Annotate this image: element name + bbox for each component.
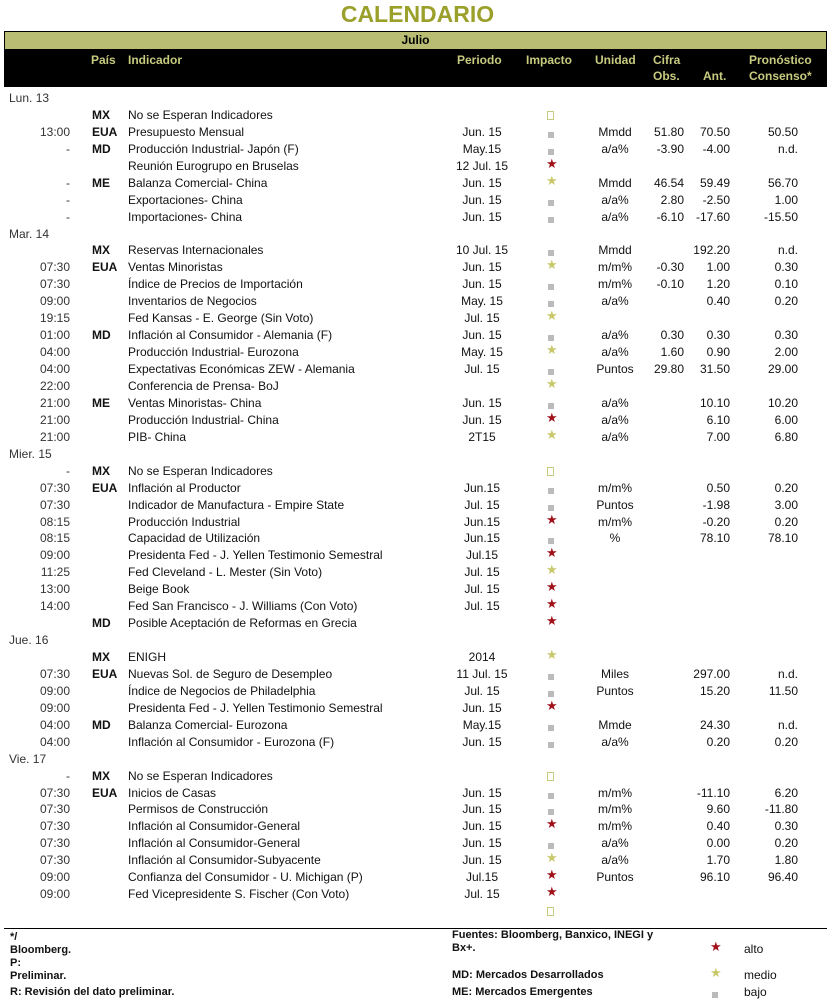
time-cell: 08:15 xyxy=(39,531,70,545)
indicator-cell: Producción Industrial- Eurozona xyxy=(128,345,299,359)
unit-cell: a/a% xyxy=(601,345,629,359)
indicator-cell: Presidenta Fed - J. Yellen Testimonio Semestral xyxy=(128,548,383,562)
previous-cell: -11.10 xyxy=(696,786,730,800)
indicator-cell: Reunión Eurogrupo en Bruselas xyxy=(128,159,299,173)
previous-cell: 192.20 xyxy=(693,243,730,257)
period-cell: Jun. 15 xyxy=(462,853,502,867)
observed-cell: 1.60 xyxy=(660,345,684,359)
previous-cell: 1.70 xyxy=(706,853,730,867)
period-cell: Jul.15 xyxy=(465,548,499,562)
previous-cell: -0.20 xyxy=(702,515,730,529)
country-cell: MX xyxy=(92,108,110,122)
previous-cell: 0.50 xyxy=(706,481,730,495)
period-cell: Jul. 15 xyxy=(464,599,500,613)
indicator-cell: Nuevas Sol. de Seguro de Desempleo xyxy=(128,667,333,681)
forecast-cell: 6.80 xyxy=(774,430,798,444)
indicator-cell: Presupuesto Mensual xyxy=(128,125,245,139)
indicator-cell: Producción Industrial- Japón (F) xyxy=(128,142,299,156)
unit-cell: m/m% xyxy=(598,802,632,816)
header-unidad: Unidad xyxy=(595,53,636,67)
period-cell: Jul. 15 xyxy=(464,565,500,579)
period-cell: Jun. 15 xyxy=(462,277,502,291)
country-cell: ME xyxy=(92,176,110,190)
unit-cell: Mmdd xyxy=(598,176,632,190)
unit-cell: a/a% xyxy=(601,735,629,749)
period-cell: Jun. 15 xyxy=(462,176,502,190)
previous-cell: -17.60 xyxy=(695,210,730,224)
impact-empty-box-icon xyxy=(547,770,554,784)
forecast-cell: n.d. xyxy=(777,718,798,732)
impact-bajo-square-icon xyxy=(548,720,554,734)
indicator-cell: Producción Industrial- China xyxy=(128,413,279,427)
time-cell: 21:00 xyxy=(39,430,70,444)
unit-cell: Miles xyxy=(600,667,629,681)
observed-cell: 29.80 xyxy=(653,362,684,376)
footer-divider xyxy=(4,928,827,929)
header-periodo: Periodo xyxy=(457,53,502,67)
impact-bajo-square-icon xyxy=(548,212,554,226)
forecast-cell: 0.20 xyxy=(774,836,798,850)
impact-bajo-square-icon xyxy=(548,788,554,802)
legend-bajo-label: bajo xyxy=(744,985,767,999)
day-label: Jue. 16 xyxy=(9,633,49,647)
period-cell: 12 Jul. 15 xyxy=(455,159,509,173)
previous-cell: 31.50 xyxy=(699,362,730,376)
period-cell: Jun. 15 xyxy=(462,701,502,715)
indicator-cell: Balanza Comercial- China xyxy=(128,176,268,190)
unit-cell: m/m% xyxy=(598,277,632,291)
forecast-cell: 6.00 xyxy=(774,413,798,427)
forecast-cell: -15.50 xyxy=(763,210,798,224)
page-title: CALENDARIO xyxy=(340,1,495,27)
period-cell: 2014 xyxy=(468,650,496,664)
previous-cell: -1.98 xyxy=(702,498,730,512)
impact-alto-star-icon: ★ xyxy=(546,156,558,171)
time-cell: 01:00 xyxy=(39,328,70,342)
time-cell: 04:00 xyxy=(39,345,70,359)
forecast-cell: 0.20 xyxy=(774,481,798,495)
indicator-cell: Presidenta Fed - J. Yellen Testimonio Semestral xyxy=(128,701,383,715)
time-cell: 22:00 xyxy=(39,379,70,393)
indicator-cell: Ventas Minoristas- China xyxy=(128,396,262,410)
indicator-cell: No se Esperan Indicadores xyxy=(128,108,273,122)
unit-cell: Puntos xyxy=(596,870,634,884)
country-cell: MX xyxy=(92,243,110,257)
impact-medio-star-icon: ★ xyxy=(546,376,558,391)
period-cell: 2T15 xyxy=(468,430,496,444)
period-cell: Jul. 15 xyxy=(464,684,500,698)
indicator-cell: ENIGH xyxy=(128,650,167,664)
time-cell: 08:15 xyxy=(39,515,70,529)
forecast-cell: 56.70 xyxy=(767,176,798,190)
unit-cell: a/a% xyxy=(601,294,629,308)
forecast-cell: 0.30 xyxy=(774,819,798,833)
forecast-cell: 1.00 xyxy=(774,193,798,207)
unit-cell: a/a% xyxy=(601,413,629,427)
period-cell: May. 15 xyxy=(461,294,503,308)
indicator-cell: Conferencia de Prensa- BoJ xyxy=(128,379,279,393)
time-cell: - xyxy=(66,210,70,224)
unit-cell: Puntos xyxy=(596,498,634,512)
impact-bajo-square-icon xyxy=(548,483,554,497)
time-cell: 09:00 xyxy=(39,548,70,562)
period-cell: May.15 xyxy=(462,718,502,732)
forecast-cell: 0.20 xyxy=(774,294,798,308)
previous-cell: 9.60 xyxy=(706,802,730,816)
period-cell: Jun. 15 xyxy=(462,210,502,224)
country-cell: MX xyxy=(92,769,110,783)
indicator-cell: Índice de Precios de Importación xyxy=(128,277,303,291)
previous-cell: 0.90 xyxy=(706,345,730,359)
previous-cell: 15.20 xyxy=(699,684,730,698)
forecast-cell: 11.50 xyxy=(768,684,798,698)
previous-cell: 1.00 xyxy=(706,260,730,274)
header-pronostico: Pronóstico xyxy=(749,53,812,67)
unit-cell: a/a% xyxy=(601,193,629,207)
country-cell: MD xyxy=(92,328,111,342)
country-cell: EUA xyxy=(92,786,118,800)
previous-cell: 59.49 xyxy=(699,176,730,190)
time-cell: 07:30 xyxy=(39,481,70,495)
time-cell: 07:30 xyxy=(39,802,70,816)
indicator-cell: Inventarios de Negocios xyxy=(128,294,257,308)
indicator-cell: Balanza Comercial- Eurozona xyxy=(128,718,288,732)
previous-cell: 6.10 xyxy=(706,413,730,427)
day-label: Mier. 15 xyxy=(9,447,52,461)
unit-cell: a/a% xyxy=(601,328,629,342)
unit-cell: a/a% xyxy=(601,836,629,850)
forecast-cell: 29.00 xyxy=(767,362,798,376)
legend-medio-star-icon: ★ xyxy=(710,965,722,980)
indicator-cell: Importaciones- China xyxy=(128,210,243,224)
period-cell: Jun. 15 xyxy=(462,786,502,800)
header-ant: Ant. xyxy=(703,69,727,83)
legend-medio-label: medio xyxy=(744,968,777,982)
period-cell: May. 15 xyxy=(461,345,503,359)
indicator-cell: Fed San Francisco - J. Williams (Con Voto) xyxy=(128,599,358,613)
previous-cell: 7.00 xyxy=(706,430,730,444)
country-cell: EUA xyxy=(92,481,118,495)
time-cell: 07:30 xyxy=(39,667,70,681)
impact-alto-star-icon: ★ xyxy=(546,596,558,611)
header-obs: Obs. xyxy=(653,69,680,83)
indicator-cell: Inflación al Consumidor-General xyxy=(128,836,301,850)
indicator-cell: Fed Vicepresidente S. Fischer (Con Voto) xyxy=(128,887,350,901)
period-cell: Jun. 15 xyxy=(462,193,502,207)
footnote-revision: R: Revisión del dato preliminar. xyxy=(10,986,175,998)
country-cell: MD xyxy=(92,142,111,156)
forecast-cell: n.d. xyxy=(777,243,798,257)
indicator-cell: Inflación al Consumidor - Eurozona (F) xyxy=(128,735,335,749)
day-label: Vie. 17 xyxy=(9,752,47,766)
period-cell: Jul. 15 xyxy=(464,311,500,325)
previous-cell: 0.40 xyxy=(706,819,730,833)
indicator-cell: Inicios de Casas xyxy=(128,786,217,800)
forecast-cell: 2.00 xyxy=(774,345,798,359)
forecast-cell: 78.10 xyxy=(767,531,798,545)
impact-alto-star-icon: ★ xyxy=(546,816,558,831)
period-cell: Jun. 15 xyxy=(462,802,502,816)
forecast-cell: 50.50 xyxy=(767,125,798,139)
unit-cell: Puntos xyxy=(596,684,634,698)
forecast-cell: 1.80 xyxy=(774,853,798,867)
forecast-cell: 0.30 xyxy=(774,260,798,274)
time-cell: 19:15 xyxy=(39,311,70,325)
period-cell: Jun. 15 xyxy=(462,125,502,139)
impact-bajo-square-icon xyxy=(548,279,554,293)
forecast-cell: -11.80 xyxy=(764,802,798,816)
impact-alto-star-icon: ★ xyxy=(546,698,558,713)
forecast-cell: 0.30 xyxy=(774,328,798,342)
indicator-cell: Beige Book xyxy=(128,582,190,596)
time-cell: 07:30 xyxy=(39,853,70,867)
time-cell: - xyxy=(66,193,70,207)
unit-cell: a/a% xyxy=(601,396,629,410)
unit-cell: Mmdd xyxy=(598,125,632,139)
country-cell: MD xyxy=(92,616,111,630)
previous-cell: 297.00 xyxy=(693,667,730,681)
observed-cell: -0.30 xyxy=(656,260,684,274)
observed-cell: -6.10 xyxy=(656,210,684,224)
time-cell: - xyxy=(66,142,70,156)
previous-cell: 0.30 xyxy=(706,328,730,342)
indicator-cell: Fed Cleveland - L. Mester (Sin Voto) xyxy=(128,565,323,579)
impact-medio-star-icon: ★ xyxy=(546,173,558,188)
previous-cell: 0.00 xyxy=(706,836,730,850)
previous-cell: 96.10 xyxy=(699,870,730,884)
forecast-cell: 0.10 xyxy=(774,277,798,291)
unit-cell: m/m% xyxy=(598,515,632,529)
impact-empty-box-icon xyxy=(547,465,554,479)
indicator-cell: Inflación al Consumidor-General xyxy=(128,819,301,833)
impact-bajo-square-icon xyxy=(548,737,554,751)
indicator-cell: Inflación al Consumidor-Subyacente xyxy=(128,853,321,867)
time-cell: 11:25 xyxy=(40,565,70,579)
observed-cell: -3.90 xyxy=(656,142,684,156)
indicator-cell: Confianza del Consumidor - U. Michigan (P) xyxy=(128,870,363,884)
period-cell: Jul. 15 xyxy=(464,362,500,376)
previous-cell: 10.10 xyxy=(699,396,730,410)
period-cell: Jun. 15 xyxy=(462,413,502,427)
previous-cell: 0.20 xyxy=(706,735,730,749)
impact-empty-box-icon xyxy=(547,109,554,123)
period-cell: Jun.15 xyxy=(463,531,501,545)
previous-cell: -4.00 xyxy=(702,142,730,156)
unit-cell: Mmde xyxy=(598,718,632,732)
time-cell: - xyxy=(66,176,70,190)
time-cell: 14:00 xyxy=(39,599,70,613)
time-cell: 09:00 xyxy=(39,701,70,715)
impact-alto-star-icon: ★ xyxy=(546,545,558,560)
period-cell: Jul. 15 xyxy=(464,582,500,596)
indicator-cell: No se Esperan Indicadores xyxy=(128,464,273,478)
time-cell: 09:00 xyxy=(39,870,70,884)
time-cell: 04:00 xyxy=(39,735,70,749)
forecast-cell: 3.00 xyxy=(774,498,798,512)
period-cell: Jun. 15 xyxy=(462,260,502,274)
impact-bajo-square-icon xyxy=(548,127,554,141)
previous-cell: -2.50 xyxy=(702,193,730,207)
period-cell: Jun.15 xyxy=(463,481,501,495)
header-consenso: Consenso* xyxy=(749,69,812,83)
impact-alto-star-icon: ★ xyxy=(546,613,558,628)
day-label: Lun. 13 xyxy=(9,91,50,105)
period-cell: Jun.15 xyxy=(463,515,501,529)
unit-cell: a/a% xyxy=(601,142,629,156)
impact-alto-star-icon: ★ xyxy=(546,867,558,882)
header-impacto: Impacto xyxy=(526,53,573,67)
impact-alto-star-icon: ★ xyxy=(546,579,558,594)
impact-medio-star-icon: ★ xyxy=(546,647,558,662)
period-cell: Jun. 15 xyxy=(462,836,502,850)
footnote-preliminar: Preliminar. xyxy=(10,970,67,982)
time-cell: 09:00 xyxy=(39,887,70,901)
time-cell: 13:00 xyxy=(39,582,70,596)
impact-alto-star-icon: ★ xyxy=(546,410,558,425)
indicator-cell: PIB- China xyxy=(128,430,187,444)
unit-cell: % xyxy=(609,531,621,545)
time-cell: 09:00 xyxy=(39,684,70,698)
period-cell: Jul. 15 xyxy=(464,498,500,512)
country-cell: EUA xyxy=(92,260,118,274)
forecast-cell: 0.20 xyxy=(774,735,798,749)
country-cell: MX xyxy=(92,464,110,478)
footnote-bloomberg: Bloomberg. xyxy=(10,944,72,956)
time-cell: 04:00 xyxy=(39,362,70,376)
forecast-cell: 10.20 xyxy=(767,396,798,410)
indicator-cell: Ventas Minoristas xyxy=(128,260,223,274)
time-cell: - xyxy=(66,464,70,478)
previous-cell: 1.20 xyxy=(706,277,730,291)
period-cell: Jun. 15 xyxy=(462,819,502,833)
unit-cell: m/m% xyxy=(598,819,632,833)
time-cell: 07:30 xyxy=(39,260,70,274)
fuentes-line2: Bx+. xyxy=(452,942,476,954)
impact-medio-star-icon: ★ xyxy=(546,308,558,323)
legend-me: ME: Mercados Emergentes xyxy=(452,986,593,998)
header-pais: País xyxy=(91,53,116,67)
legend-alto-star-icon: ★ xyxy=(710,939,722,954)
indicator-cell: Exportaciones- China xyxy=(128,193,243,207)
previous-cell: 24.30 xyxy=(699,718,730,732)
previous-cell: 70.50 xyxy=(699,125,730,139)
unit-cell: a/a% xyxy=(601,210,629,224)
country-cell: EUA xyxy=(92,667,118,681)
time-cell: 21:00 xyxy=(39,413,70,427)
indicator-cell: Índice de Negocios de Philadelphia xyxy=(128,684,316,698)
time-cell: - xyxy=(66,769,70,783)
indicator-cell: Inflación al Productor xyxy=(128,481,241,495)
forecast-cell: n.d. xyxy=(777,667,798,681)
forecast-cell: 0.20 xyxy=(774,515,798,529)
impact-medio-star-icon: ★ xyxy=(546,257,558,272)
impact-bajo-square-icon xyxy=(548,195,554,209)
header-indicador: Indicador xyxy=(128,53,183,67)
indicator-cell: Producción Industrial xyxy=(128,515,241,529)
time-cell: 07:30 xyxy=(39,786,70,800)
period-cell: Jul. 15 xyxy=(464,887,500,901)
legend-md: MD: Mercados Desarrollados xyxy=(452,969,604,981)
indicator-cell: Posible Aceptación de Reformas en Grecia xyxy=(128,616,357,630)
time-cell: 21:00 xyxy=(39,396,70,410)
impact-medio-star-icon: ★ xyxy=(546,562,558,577)
legend-bajo-square-icon xyxy=(712,987,718,1001)
unit-cell: Puntos xyxy=(596,362,634,376)
time-cell: 07:30 xyxy=(39,819,70,833)
month-header: Julio xyxy=(4,31,827,49)
observed-cell: 51.80 xyxy=(653,125,684,139)
observed-cell: 46.54 xyxy=(653,176,684,190)
unit-cell: a/a% xyxy=(601,853,629,867)
footnote-star: */ xyxy=(10,931,18,943)
indicator-cell: Indicador de Manufactura - Empire State xyxy=(128,498,345,512)
time-cell: 09:00 xyxy=(39,294,70,308)
header-cifra: Cifra xyxy=(653,53,681,67)
time-cell: 07:30 xyxy=(39,836,70,850)
observed-cell: -0.10 xyxy=(656,277,684,291)
impact-empty-box-icon xyxy=(547,905,554,919)
country-cell: MX xyxy=(92,650,110,664)
period-cell: 10 Jul. 15 xyxy=(455,243,509,257)
impact-alto-star-icon: ★ xyxy=(546,884,558,899)
observed-cell: 0.30 xyxy=(660,328,684,342)
period-cell: Jun. 15 xyxy=(462,328,502,342)
day-label: Mar. 14 xyxy=(9,227,50,241)
country-cell: MD xyxy=(92,718,111,732)
period-cell: Jun. 15 xyxy=(462,396,502,410)
unit-cell: Mmdd xyxy=(598,243,632,257)
forecast-cell: 6.20 xyxy=(774,786,798,800)
indicator-cell: Expectativas Económicas ZEW - Alemania xyxy=(128,362,355,376)
country-cell: EUA xyxy=(92,125,118,139)
previous-cell: 0.40 xyxy=(706,294,730,308)
indicator-cell: Fed Kansas - E. George (Sin Voto) xyxy=(128,311,314,325)
forecast-cell: 96.40 xyxy=(767,870,798,884)
forecast-cell: n.d. xyxy=(777,142,798,156)
impact-alto-star-icon: ★ xyxy=(546,512,558,527)
impact-bajo-square-icon xyxy=(548,669,554,683)
footnote-p: P: xyxy=(10,957,21,969)
unit-cell: m/m% xyxy=(598,260,632,274)
unit-cell: m/m% xyxy=(598,786,632,800)
indicator-cell: Inflación al Consumidor - Alemania (F) xyxy=(128,328,333,342)
indicator-cell: Capacidad de Utilización xyxy=(128,531,261,545)
period-cell: 11 Jul. 15 xyxy=(456,667,508,681)
previous-cell: 78.10 xyxy=(699,531,730,545)
unit-cell: a/a% xyxy=(601,430,629,444)
period-cell: Jul.15 xyxy=(465,870,499,884)
impact-medio-star-icon: ★ xyxy=(546,850,558,865)
time-cell: 13:00 xyxy=(39,125,70,139)
indicator-cell: Permisos de Construcción xyxy=(128,802,269,816)
impact-medio-star-icon: ★ xyxy=(546,427,558,442)
impact-medio-star-icon: ★ xyxy=(546,342,558,357)
period-cell: Jun. 15 xyxy=(462,735,502,749)
indicator-cell: No se Esperan Indicadores xyxy=(128,769,273,783)
period-cell: May.15 xyxy=(462,142,502,156)
time-cell: 04:00 xyxy=(39,718,70,732)
fuentes-line1: Fuentes: Bloomberg, Banxico, INEGI y xyxy=(452,929,654,941)
indicator-cell: Reservas Internacionales xyxy=(128,243,264,257)
time-cell: 07:30 xyxy=(39,498,70,512)
observed-cell: 2.80 xyxy=(660,193,684,207)
unit-cell: m/m% xyxy=(598,481,632,495)
time-cell: 07:30 xyxy=(39,277,70,291)
country-cell: ME xyxy=(92,396,110,410)
legend-alto-label: alto xyxy=(744,942,764,956)
